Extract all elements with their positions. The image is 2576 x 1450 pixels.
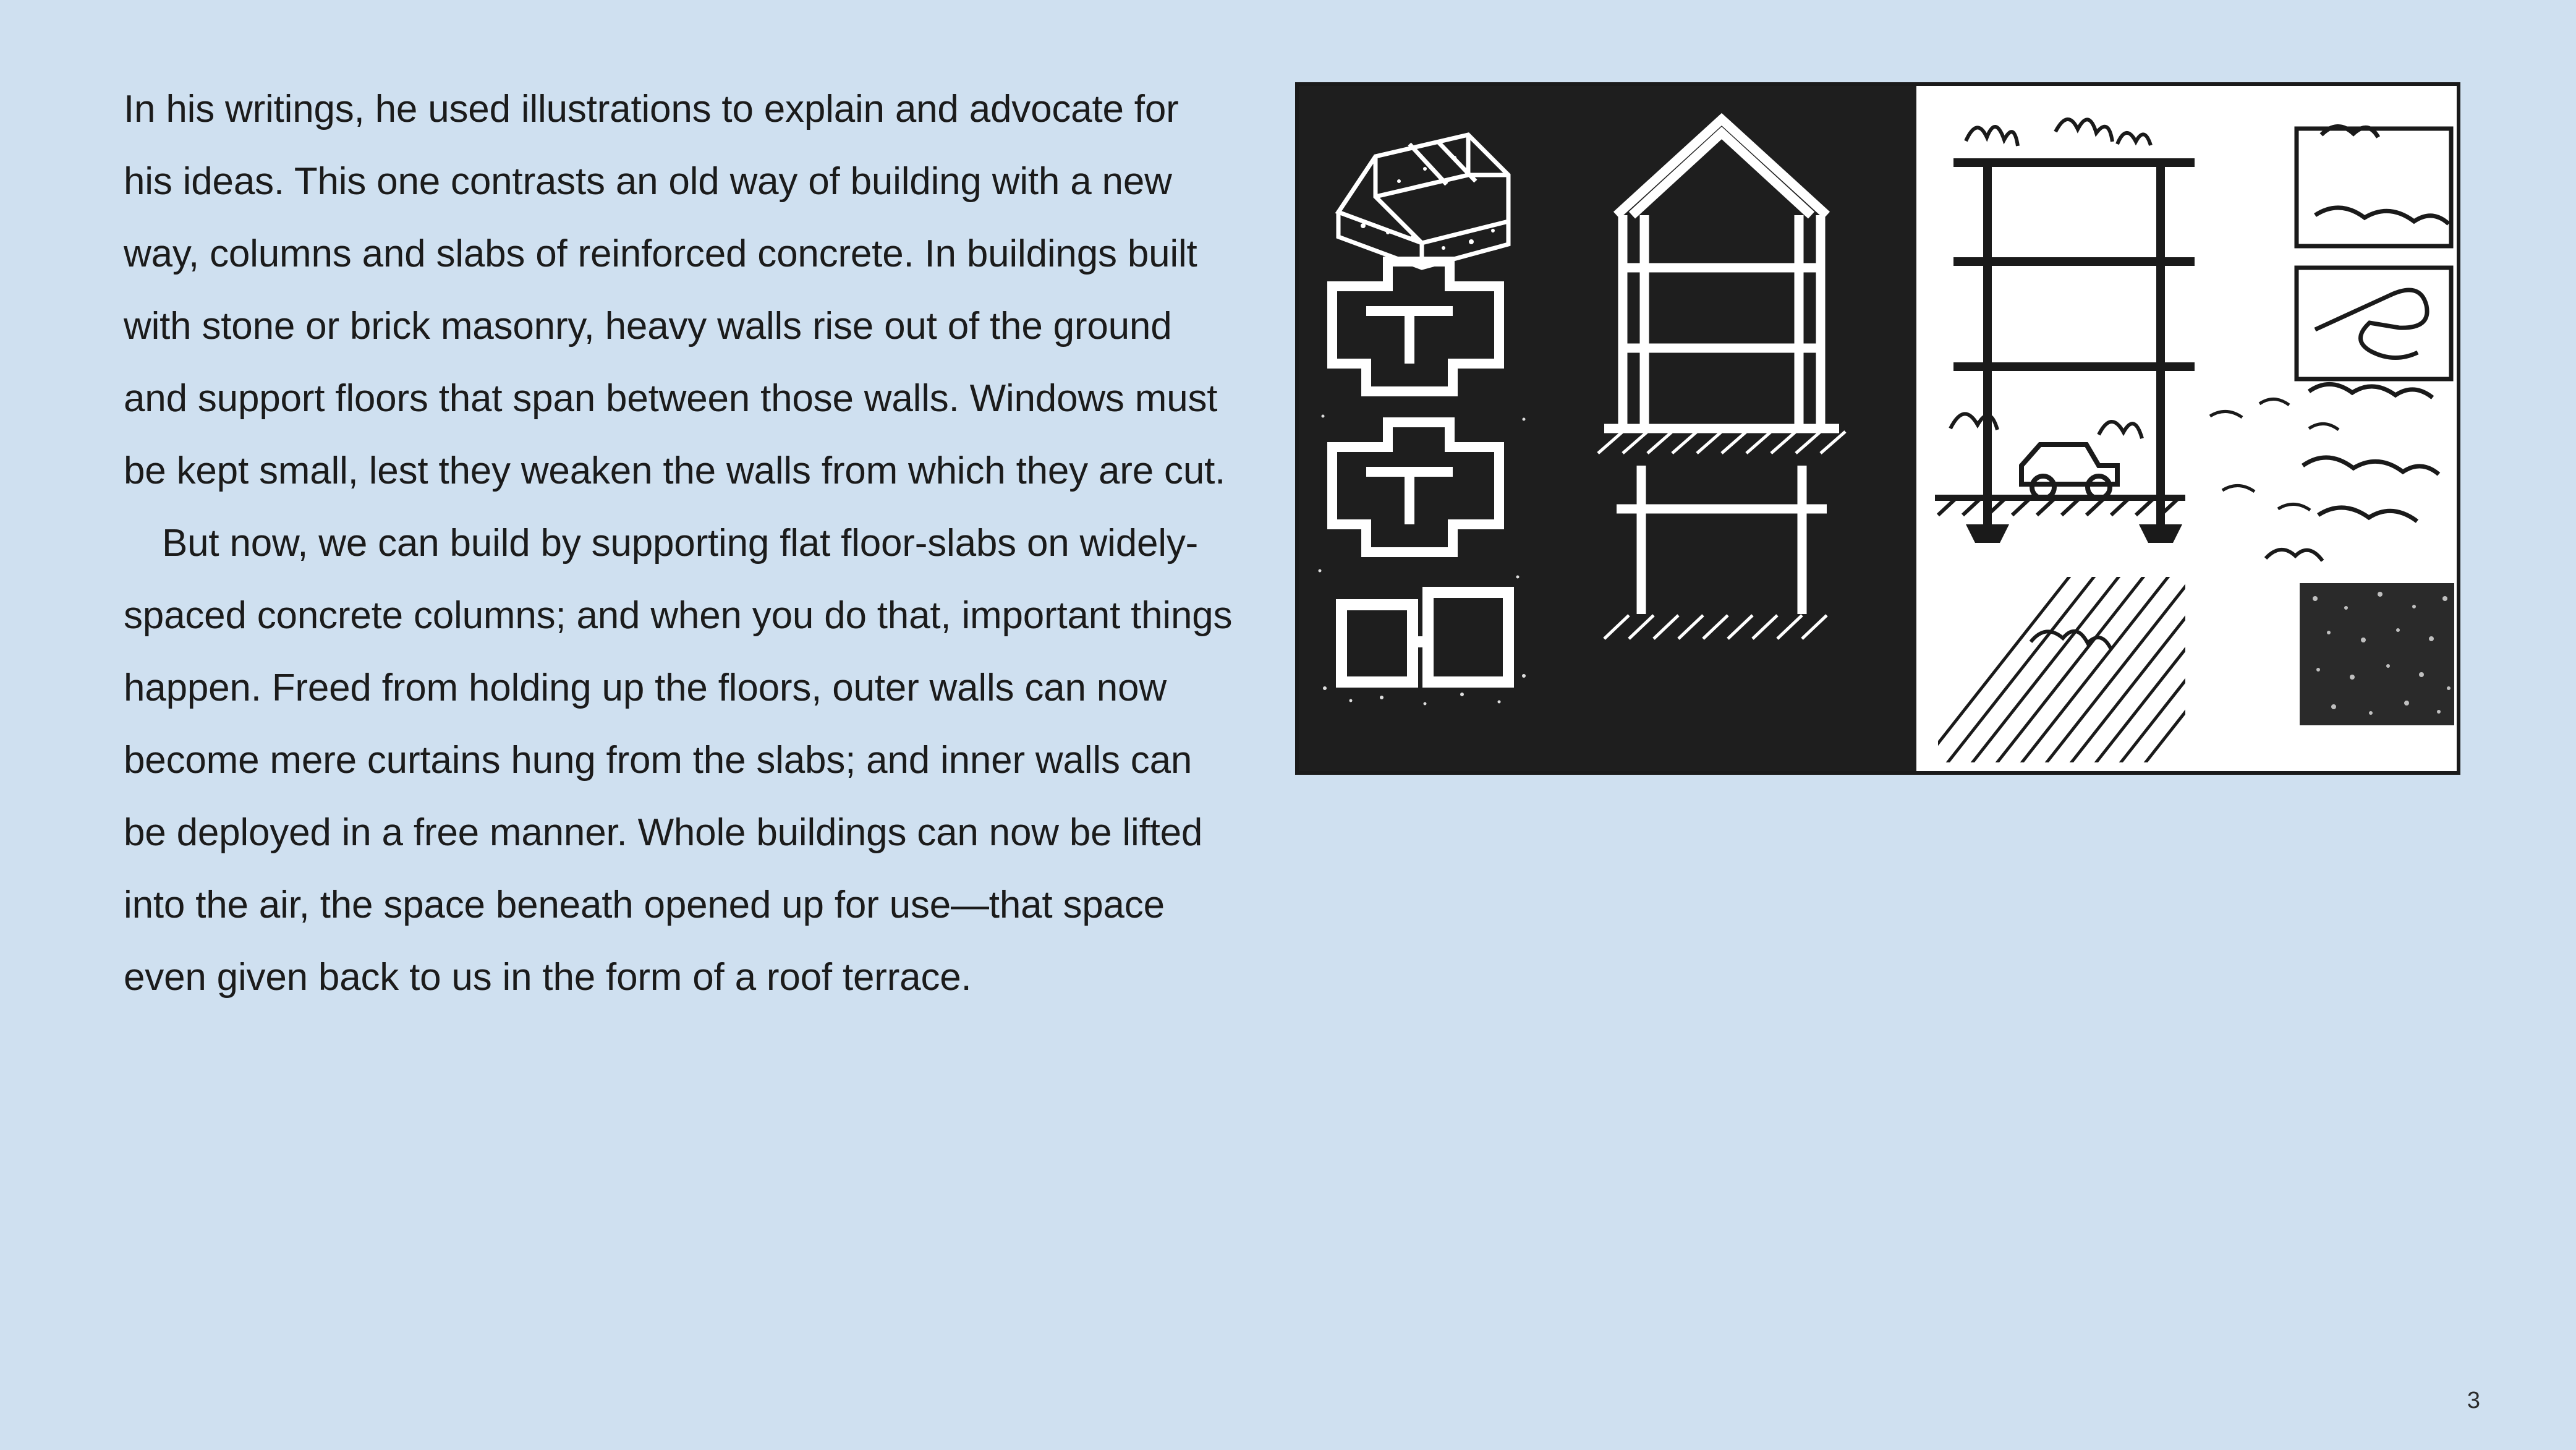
stipple-block (2300, 583, 2454, 725)
body-text-column (124, 73, 1236, 1013)
panel-old-way (1295, 82, 1916, 775)
figure-graphic (1295, 82, 2460, 775)
architectural-comparison-illustration (1295, 82, 2460, 775)
paragraph-2: But now, we can build by supporting flat floor-slabs on widely-spaced concrete columns; and when you do that, important things happen. Freed from holding up the floors, outer walls can now become mere curtains hung from the slabs; and inner walls can be deployed in a free manner. Whole buildings can now be lifted into the air, the space beneath opened up for use—that space even given back to us in the form of a roof terrace. (124, 522, 1233, 999)
figure-canvas (1295, 82, 2460, 775)
panel-new-way (1913, 82, 2460, 775)
paragraph-1: In his writings, he used illustrations to explain and advocate for his ideas. This one contrasts an old way of building with a new way, columns and slabs of reinforced concrete. In buildings built with stone or brick masonry, heavy walls rise out of the ground and support floors that span between those walls. Windows must be kept small, lest they weaken the walls from which they are cut. (124, 88, 1226, 492)
page-number: 3 (2467, 1388, 2480, 1414)
